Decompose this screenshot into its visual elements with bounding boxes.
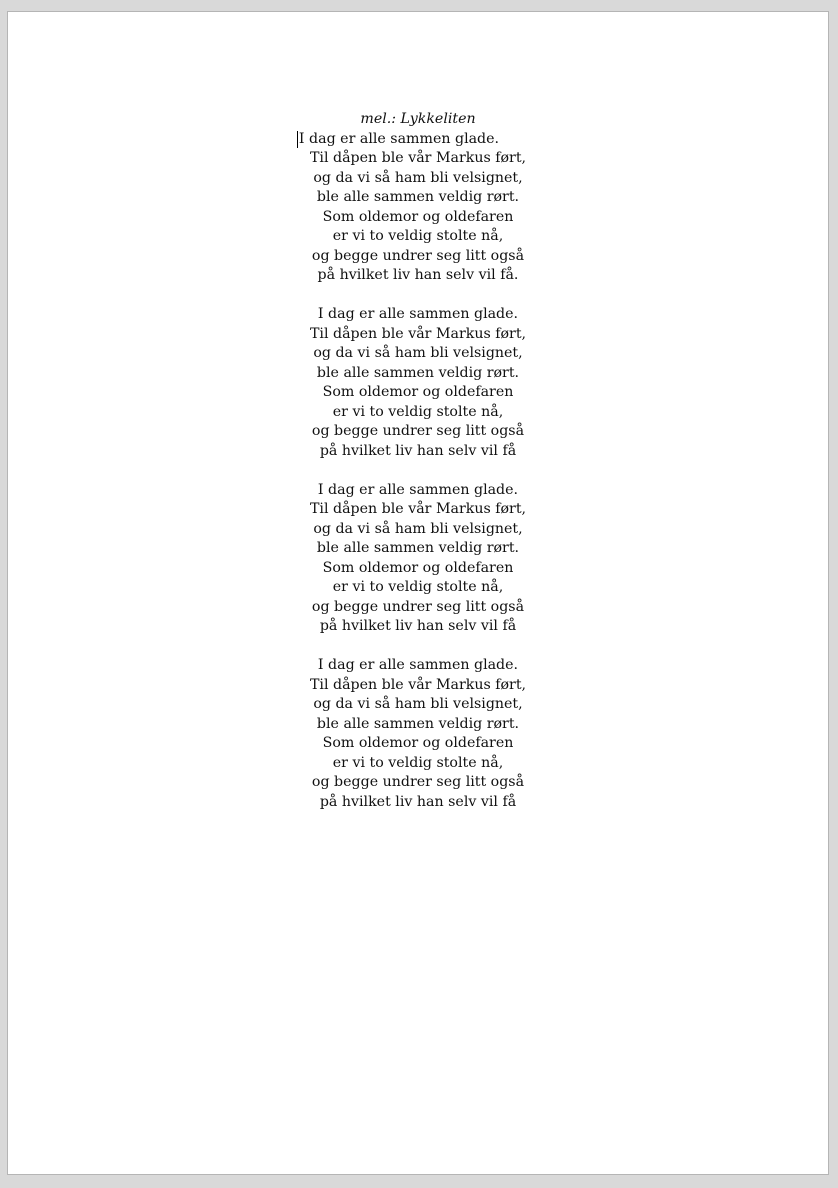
- poem-line: Som oldemor og oldefaren: [322, 735, 514, 751]
- poem-line: Til dåpen ble vår Markus ført,: [309, 676, 527, 693]
- poem-line: Til dåpen ble vår Markus ført,: [309, 501, 527, 517]
- poem-line: og da vi så ham bli velsignet,: [313, 345, 523, 361]
- poem-line: er vi to veldig stolte nå,: [332, 754, 504, 771]
- poem-line: ble alle sammen veldig rørt.: [316, 364, 520, 381]
- poem-line: I dag er alle sammen glade.: [317, 657, 519, 673]
- stanza-4: [8, 656, 828, 812]
- document-page[interactable]: [7, 11, 829, 1175]
- first-line-with-cursor: [299, 130, 499, 150]
- poem-line: Som oldemor og oldefaren: [322, 208, 514, 225]
- poem-line: og begge undrer seg litt også: [311, 598, 525, 615]
- poem-line: I dag er alle sammen glade.: [317, 306, 519, 322]
- poem-line: Som oldemor og oldefaren: [322, 384, 514, 400]
- poem-line: og begge undrer seg litt også: [311, 774, 525, 790]
- stanza-gap: [8, 637, 828, 657]
- poem-line: ble alle sammen veldig rørt.: [316, 189, 520, 205]
- poem-line: Til dåpen ble vår Markus ført,: [309, 325, 527, 342]
- poem-line: og da vi så ham bli velsignet,: [313, 696, 523, 712]
- poem-line: er vi to veldig stolte nå,: [332, 228, 504, 244]
- poem-line: ble alle sammen veldig rørt.: [316, 540, 520, 556]
- poem-line: og da vi så ham bli velsignet,: [313, 520, 523, 537]
- melody-note: mel.: Lykkeliten: [360, 111, 476, 127]
- text-cursor: [297, 131, 299, 148]
- poem-line: på hvilket liv han selv vil få: [319, 793, 517, 810]
- poem-line: [8, 130, 828, 150]
- poem-line: ble alle sammen veldig rørt.: [316, 715, 520, 732]
- poem-line: på hvilket liv han selv vil få: [319, 618, 517, 634]
- stanza-gap: [8, 461, 828, 481]
- poem-line: er vi to veldig stolte nå,: [332, 579, 504, 595]
- poem-line: Til dåpen ble vår Markus ført,: [309, 150, 527, 166]
- poem-line: I dag er alle sammen glade.: [317, 481, 519, 498]
- stanza-2: [8, 305, 828, 461]
- poem-line: og begge undrer seg litt også: [311, 423, 525, 439]
- poem-line: på hvilket liv han selv vil få: [319, 442, 517, 459]
- poem-line-text: I dag er alle sammen glade.: [298, 130, 500, 147]
- poem-line: Som oldemor og oldefaren: [322, 559, 514, 576]
- stanza-1: [8, 130, 828, 286]
- poem-line: og begge undrer seg litt også: [311, 247, 525, 264]
- poem-text-block[interactable]: [8, 110, 828, 812]
- stanza-gap: [8, 286, 828, 306]
- stanza-3: [8, 481, 828, 637]
- poem-line: er vi to veldig stolte nå,: [332, 403, 504, 420]
- poem-line: på hvilket liv han selv vil få.: [317, 267, 519, 283]
- poem-line: og da vi så ham bli velsignet,: [313, 169, 523, 186]
